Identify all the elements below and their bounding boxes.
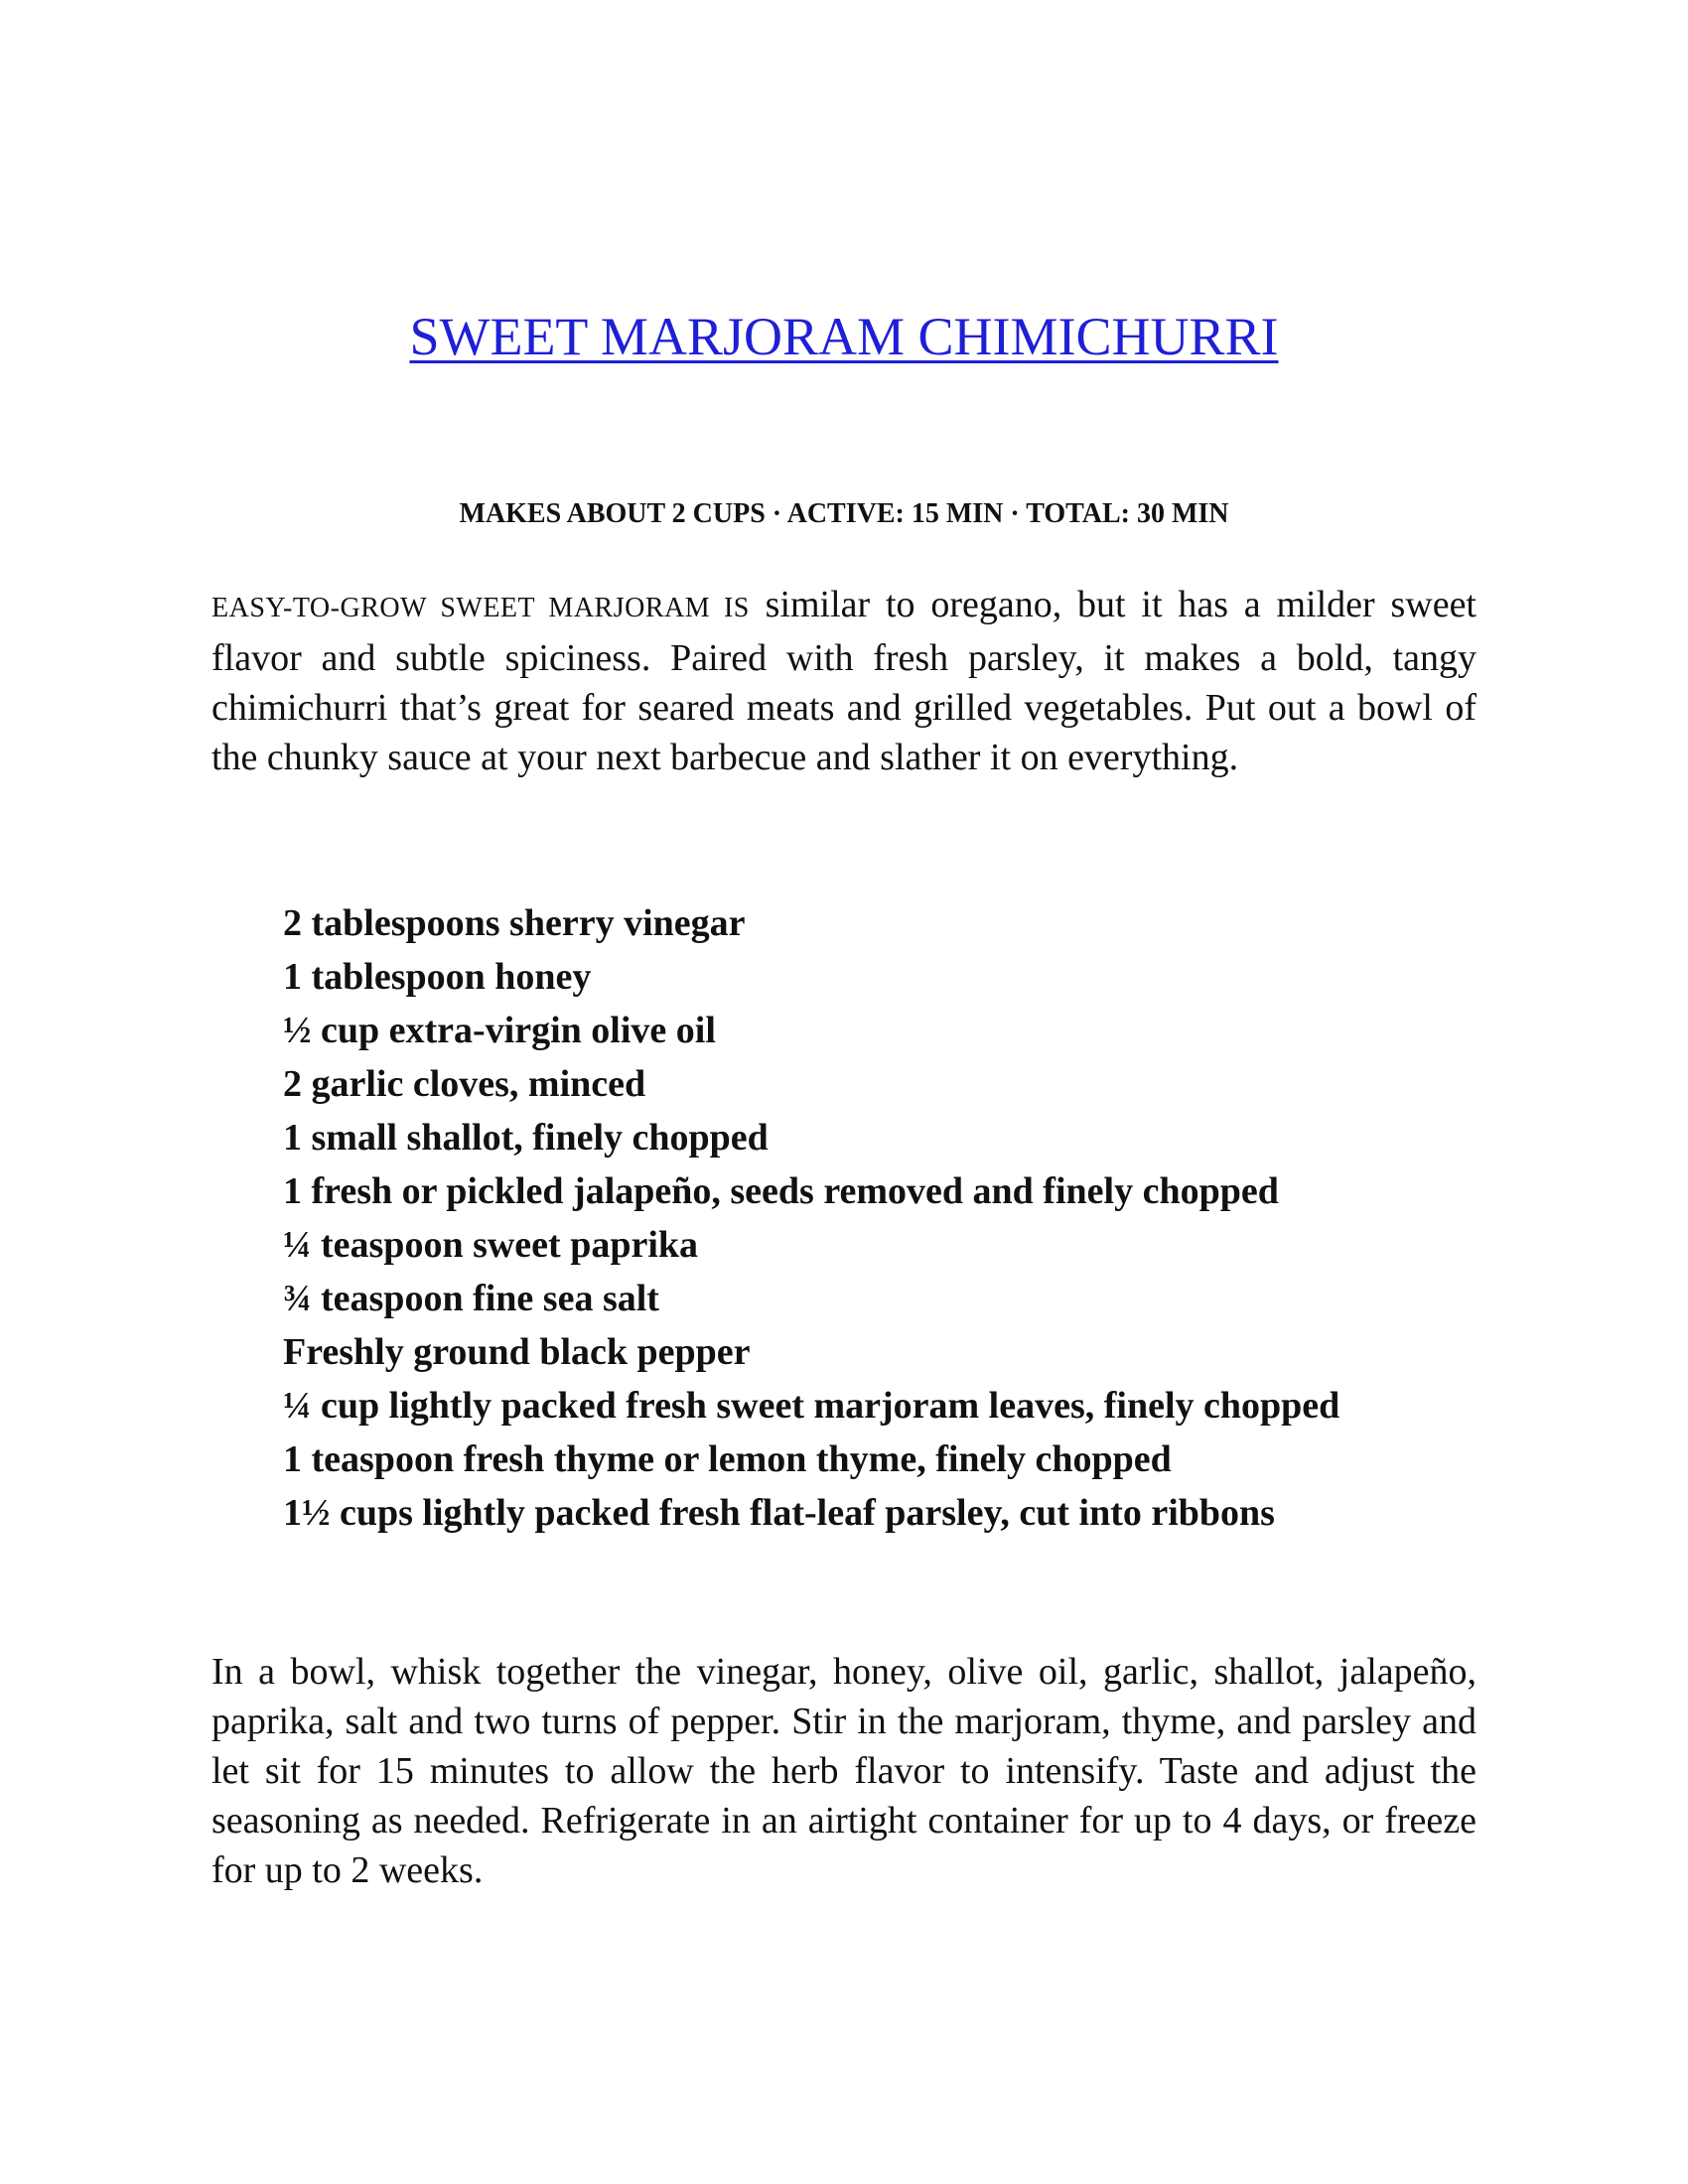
recipe-yield-time: MAKES ABOUT 2 CUPS · ACTIVE: 15 MIN · TOTAL: 30 MIN [459,498,1229,529]
intro-body: similar to oregano, but it has a milder sweet flavor and subtle spiciness. Paired with fresh parsley, it makes a bold, tangy chimichurri that’s great for seared meats and grilled vegetables. Put out a bowl of the chunky sauce at your next barbecue and slather it on everything. [211,584,1477,778]
ingredient-item: 1½ cups lightly packed fresh flat-leaf parsley, cut into ribbons [283,1492,1275,1534]
intro-lead-smallcaps: EASY-TO-GROW SWEET MARJORAM IS [211,593,750,623]
ingredient-item: 2 tablespoons sherry vinegar [283,902,746,944]
ingredient-item: ½ cup extra-virgin olive oil [283,1010,716,1051]
recipe-title-link[interactable]: SWEET MARJORAM CHIMICHURRI [409,307,1279,366]
ingredient-item: ¼ cup lightly packed fresh sweet marjoram leaves, finely chopped [283,1385,1340,1427]
ingredient-item: 2 garlic cloves, minced [283,1063,646,1105]
ingredient-list [283,896,1405,1540]
ingredient-item: ¾ teaspoon fine sea salt [283,1278,659,1319]
recipe-method: In a bowl, whisk together the vinegar, honey, olive oil, garlic, shallot, jalapeño, paprika, salt and two turns of pepper. Stir in the marjoram, thyme, and parsley and let sit for 15 minutes to allow the herb flavor to intensify. Taste and adjust the seasoning as needed. Refrigerate in an airtight container for up to 4 days, or freeze for up to 2 weeks. [211,1651,1477,1891]
ingredient-item: 1 small shallot, finely chopped [283,1117,769,1159]
ingredient-item: Freshly ground black pepper [283,1331,751,1373]
ingredient-item: 1 fresh or pickled jalapeño, seeds removed and finely chopped [283,1170,1279,1212]
recipe-intro [211,580,1477,782]
ingredient-item: 1 teaspoon fresh thyme or lemon thyme, finely chopped [283,1438,1172,1480]
ingredient-item: 1 tablespoon honey [283,956,592,998]
ingredient-item: ¼ teaspoon sweet paprika [283,1224,699,1266]
